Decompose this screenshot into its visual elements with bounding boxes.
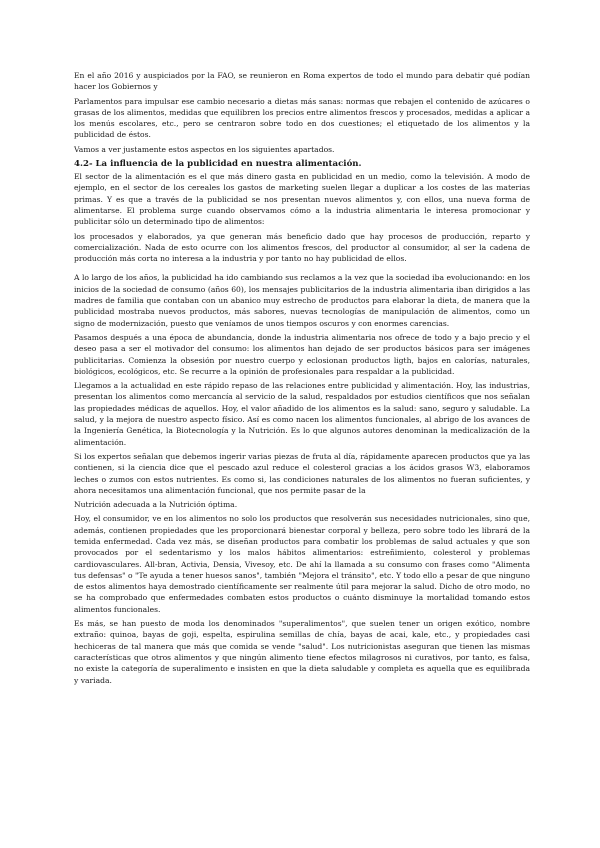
body-paragraph: Llegamos a la actualidad en este rápido repaso de las relaciones entre publicidad y alimentación. Hoy, las industrias, presentan los alimentos como mercancía al servicio de la salud, respaldados por estudios científicos que nos señalan las propiedades médicas de aquellos. Hoy, el valor añadido de los alimentos es la salud: sano, seguro y saludable. La salud, y la mejora de nuestro aspecto físico. Así es como nacen los alimentos funcionales, al abrigo de los avances de la Ingeniería Genética, la Biotecnología y la Nutrición. Es lo que algunos autores denominan la medicalización de la alimentación. [74,381,530,447]
body-paragraph: Pasamos después a una época de abundancia, donde la industria alimentaria nos ofrece de todo y a bajo precio y el deseo pasa a ser el motivador del consumo: los alimentos han dejado de ser productos básicos para ser imágenes publicitarias. Comienza la obsesión por nuestro cuerpo y eclosionan productos ligth, bajos en calorías, naturales, biológicos, ecológicos, etc. Se recurre a la opinión de profesionales para respaldar a la publicidad. [74,332,530,376]
intro-paragraph-3: Vamos a ver justamente estos aspectos en los siguientes apartados. [74,144,335,154]
body-paragraph: Si los expertos señalan que debemos ingerir varias piezas de fruta al día, rápidamente aparecen productos que ya las contienen, si la ciencia dice que el pescado azul reduce el colesterol gracias a los ácidos grasos W3, elaboramos leches o zumos con estos nutrientes. Es como si, las condiciones naturales de los alimentos no fueran suficientes, y ahora necesitamos una alimentación funcional, que nos permite pasar de la [74,451,530,495]
body-paragraph: Nutrición adecuada a la Nutrición óptima. [74,500,238,510]
body-paragraph: A lo largo de los años, la publicidad ha ido cambiando sus reclamos a la vez que la sociedad iba evolucionando: en los inicios de la sociedad de consumo (años 60), los mensajes publicitarios de la industria alimentaria iban dirigidos a las madres de familia que contaban con un abanico muy estrecho de productos para elaborar la dieta, de manera que la publicidad mostraba nuevos productos, más sabores, nuevas tecnologías de manipulación de alimentos, como un signo de modernización, puesto que veníamos de unos tiempos oscuros y con enormes carencias. [74,273,530,328]
section-heading: 4.2- La influencia de la publicidad en nuestra alimentación. [74,159,362,170]
intro-paragraph-1: En el año 2016 y auspiciados por la FAO, se reunieron en Roma expertos de todo el mundo para debatir qué podían hacer los Gobiernos y [74,71,530,92]
body-paragraph: Hoy, el consumidor, ve en los alimentos no solo los productos que resolverán sus necesidades nutricionales, sino que, además, contienen propiedades que les proporcionará bienestar corporal y belleza, pero sobre todo les librará de la temida enfermedad. Cada vez más, se diseñan productos para combatir los problemas de salud actuales y que son provocados por el sedentarismo y los malos hábitos alimentarios: estreñimiento, colesterol y problemas cardiovasculares. All-bran, Activia, Densia, Vivesoy, etc. De ahí la llamada a su consumo con frases como "Alimenta tus defensas" o "Te ayuda a tener huesos sanos", también "Mejora el tránsito", etc. Y todo ello a pesar de que ninguno de estos alimentos haya demostrado científicamente ser realmente útil para mejorar la salud. Dicho de otro modo, no se ha comprobado que enfermedades combaten estos productos o cuánto disminuye la mortalidad tomando estos alimentos funcionales. [74,514,530,614]
body-paragraph: El sector de la alimentación es el que más dinero gasta en publicidad en un medio, como la televisión. A modo de ejemplo, en el sector de los cereales los gastos de marketing suelen llegar a duplicar a los costes de las materias primas. Y es que a través de la publicidad se nos presentan nuevos alimentos y, con ellos, una nueva forma de alimentarse. El problema surge cuando observamos cómo a la industria alimentaria le interesa promocionar y publicitar sólo un determinado tipo de alimentos: [74,172,530,227]
body-paragraph: Es más, se han puesto de moda los denominados "superalimentos", que suelen tener un origen exótico, nombre extraño: quinoa, bayas de goji, espelta, espirulina semillas de chía, bayas de acai, kale, etc., y propiedades casi hechiceras de tal manera que más que comida se vende "salud". Los nutricionistas aseguran que tienen las mismas características que otros alimentos y que ningún alimento tiene efectos milagrosos ni curativos, por tanto, es falsa, no existe la categoría de superalimento e insisten en que la dieta saludable y completa es aquella que es equilibrada y variada. [74,619,530,685]
document-page [74,70,530,689]
intro-paragraph-2: Parlamentos para impulsar ese cambio necesario a dietas más sanas: normas que rebajen el contenido de azúcares o grasas de los alimentos, medidas que equilibren los precios entre alimentos frescos y procesados, medidas a aplicar a los menús escolares, etc., pero se centraron sobre todo en dos cuestiones; el etiquetado de los alimentos y la publicidad de éstos. [74,96,530,140]
body-paragraph: los procesados y elaborados, ya que generan más beneficio dado que hay procesos de producción, reparto y comercialización. Nada de esto ocurre con los alimentos frescos, del productor al consumidor, al ser la cadena de producción más corta no interesa a la industria y por tanto no hay publicidad de ellos. [74,231,530,264]
